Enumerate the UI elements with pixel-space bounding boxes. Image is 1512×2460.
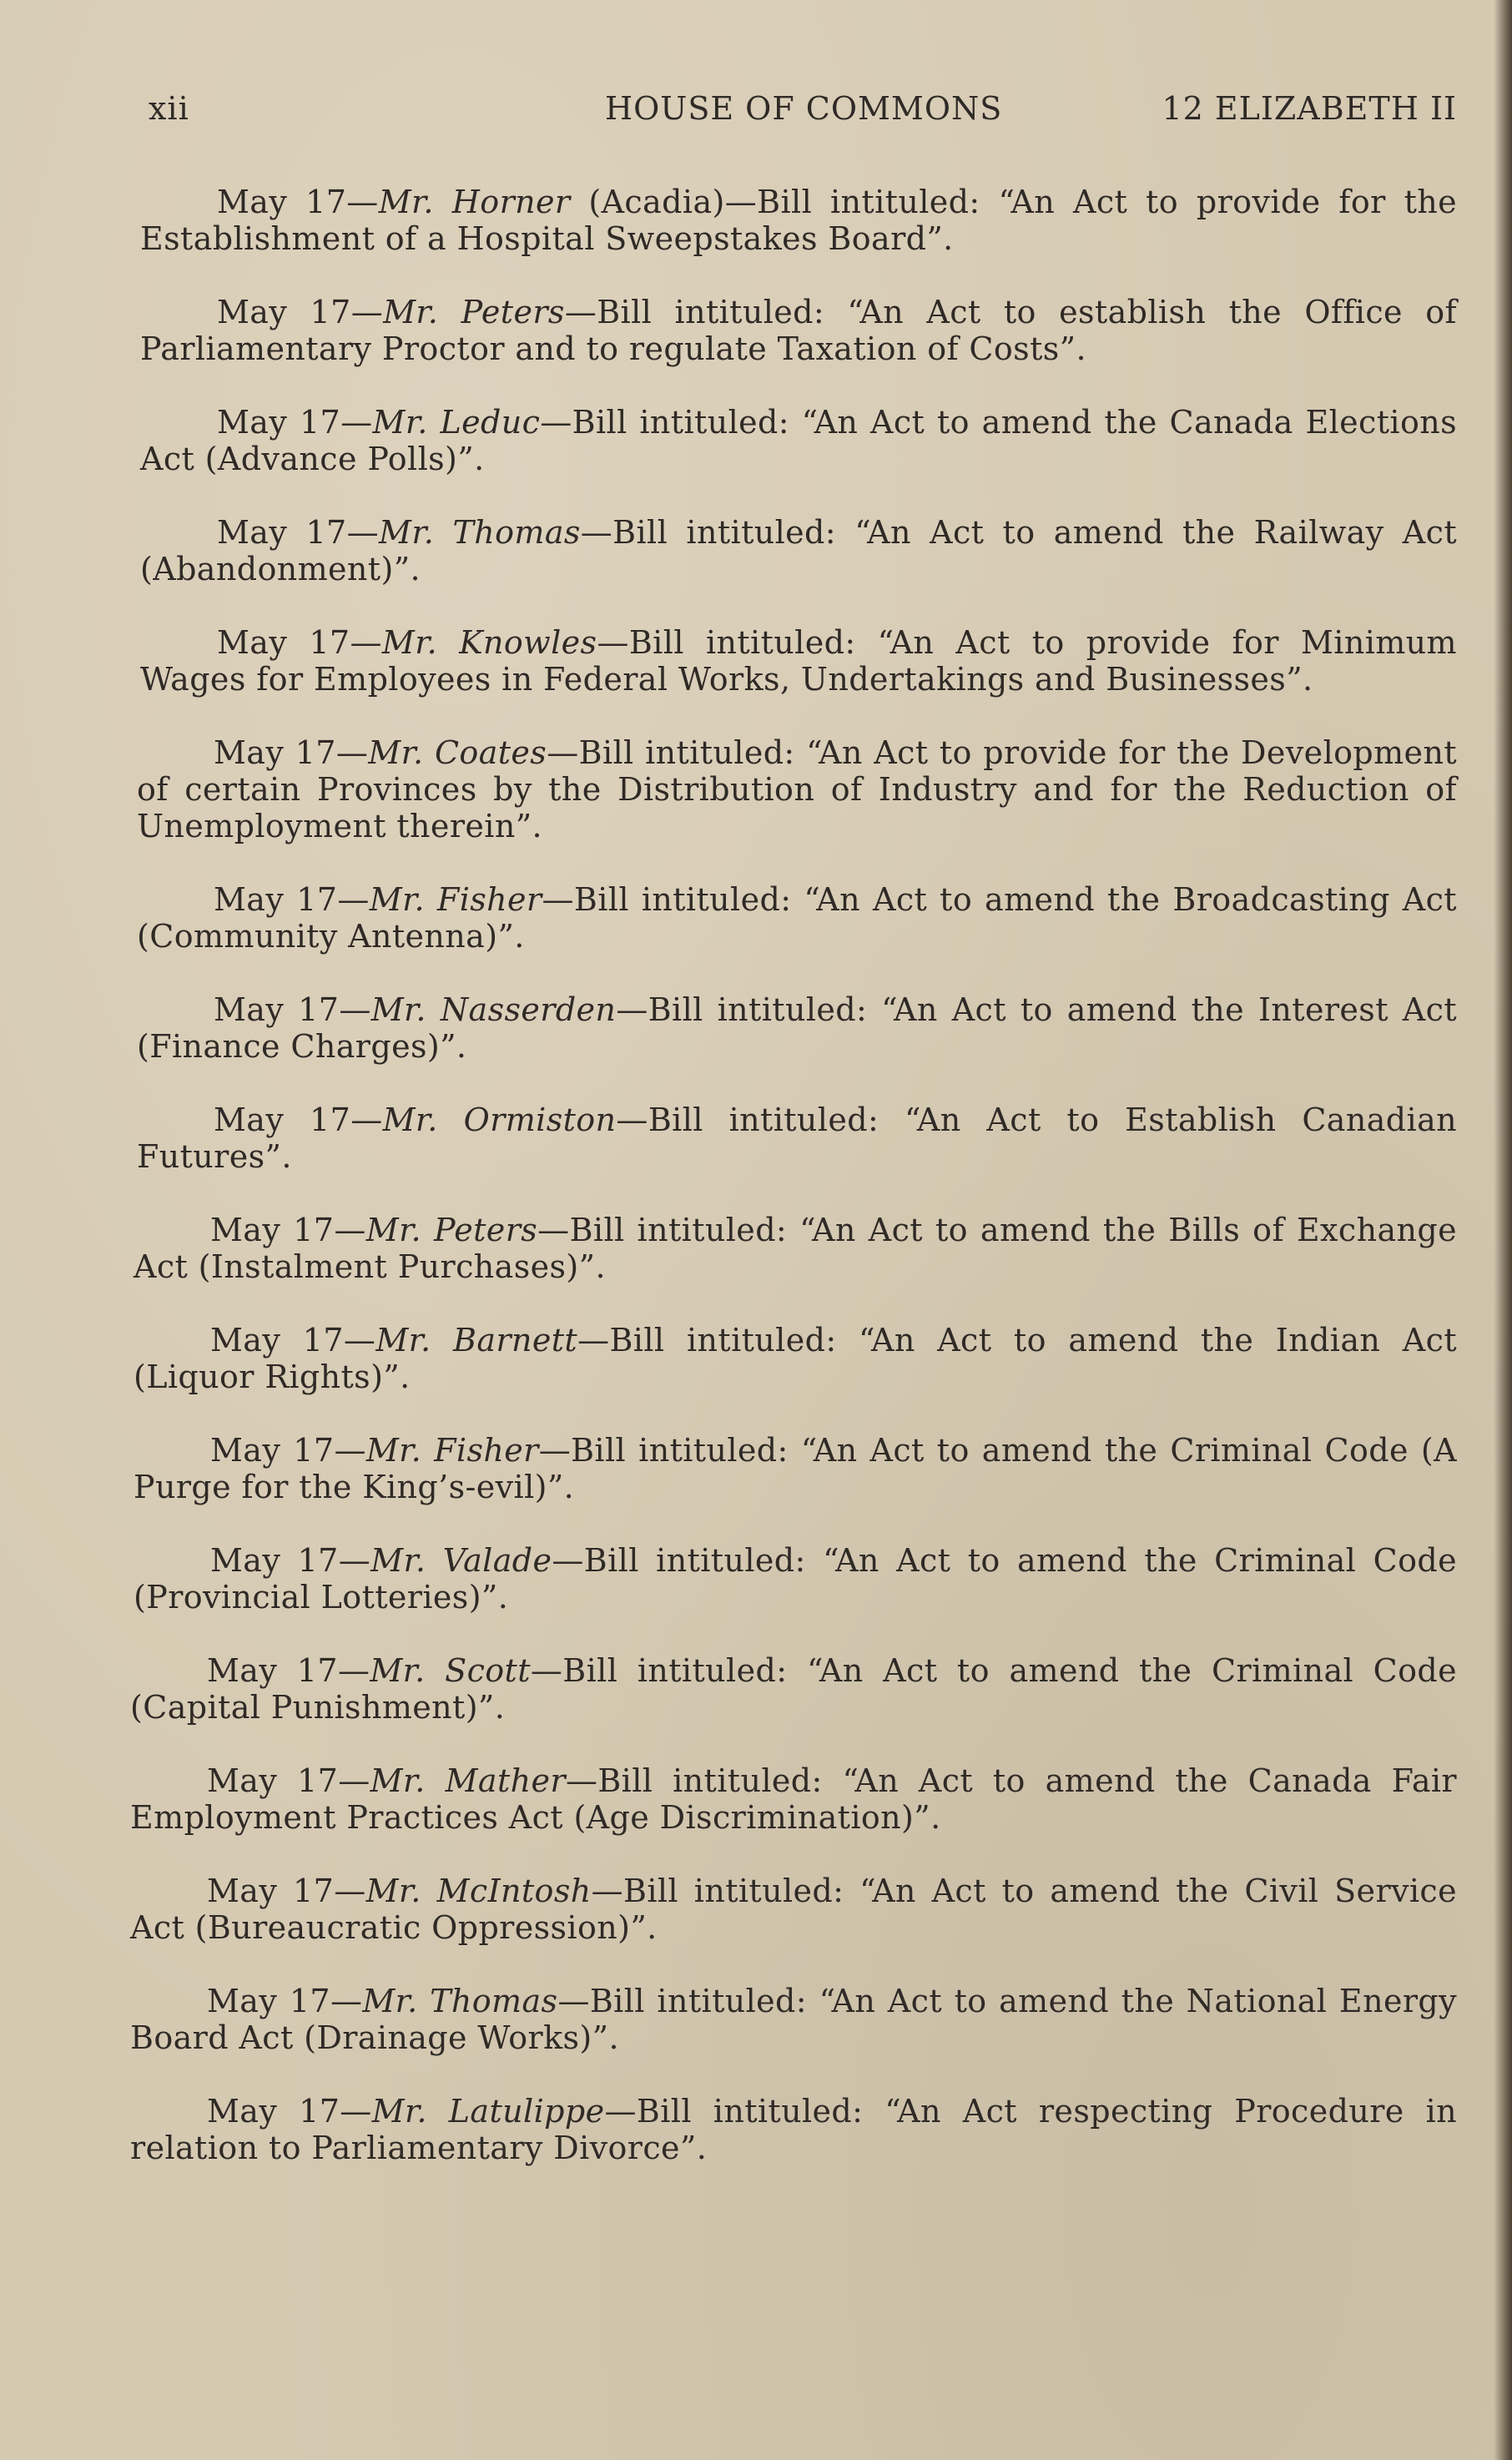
- entry-text: —Bill intituled: “An Act to amend the Bills of Exchange Act (Instalment Purchases)”.: [134, 1212, 1457, 1285]
- bill-entry: May 17—Mr. Valade—Bill intituled: “An Act to amend the Criminal Code (Provincial Lotteries)”.: [134, 1542, 1457, 1616]
- page-number: xii: [149, 90, 189, 127]
- bill-entry: May 17—Mr. Coates—Bill intituled: “An Act to provide for the Development of certain Provinces by the Distribution of Industry and for the Reduction of Unemployment therein”.: [137, 734, 1457, 844]
- entry-text: —Bill intituled: “An Act to amend the Indian Act (Liquor Rights)”.: [134, 1322, 1457, 1395]
- member-name: Barnett: [453, 1322, 578, 1359]
- member-name: Fisher: [434, 1432, 539, 1469]
- member-name: Peters: [433, 1212, 538, 1248]
- entry-date: May 17: [210, 1212, 335, 1248]
- entry-date: May 17: [217, 514, 347, 551]
- entry-text: —Bill intituled: “An Act to amend the Broadcasting Act (Community Antenna)”.: [137, 881, 1457, 955]
- member-name: Valade: [442, 1542, 552, 1579]
- entry-text: —Bill intituled: “An Act to amend the Canada Elections Act (Advance Polls)”.: [140, 404, 1457, 477]
- bill-entry: May 17—Mr. Peters—Bill intituled: “An Act to establish the Office of Parliamentary Proctor and to regulate Taxation of Costs”.: [140, 294, 1457, 367]
- member-name: Horner: [451, 184, 571, 220]
- bill-entry: May 17—Mr. Leduc—Bill intituled: “An Act to amend the Canada Elections Act (Advance Polls)”.: [140, 404, 1457, 477]
- member-name: Knowles: [459, 624, 597, 661]
- entry-title: Mr.: [372, 404, 428, 441]
- entry-title: Mr.: [383, 294, 439, 330]
- entry-title: Mr.: [379, 514, 435, 551]
- entry-title: Mr.: [365, 1432, 422, 1469]
- member-name: Ormiston: [463, 1101, 617, 1138]
- running-title: HOUSE OF COMMONS: [605, 90, 1003, 127]
- entry-text: —Bill intituled: “An Act to amend the National Energy Board Act (Drainage Works)”.: [130, 1983, 1457, 2056]
- entry-title: Mr.: [370, 1652, 426, 1689]
- entry-title: Mr.: [369, 881, 425, 918]
- entry-date: May 17: [207, 1762, 339, 1799]
- session-label: 12 ELIZABETH II: [1162, 90, 1457, 127]
- page-header: [149, 90, 1457, 130]
- entry-title: Mr.: [365, 1212, 421, 1248]
- entry-date: May 17: [214, 734, 336, 771]
- entry-title: Mr.: [368, 734, 424, 771]
- member-name: Leduc: [440, 404, 541, 441]
- entry-text: —Bill intituled: “An Act respecting Procedure in relation to Parliamentary Divorce”.: [130, 2093, 1458, 2166]
- entry-date: May 17: [217, 404, 341, 441]
- entry-date: May 17: [214, 991, 340, 1028]
- member-name: Peters: [461, 294, 565, 330]
- bill-entry: May 17—Mr. Nasserden—Bill intituled: “An Act to amend the Interest Act (Finance Charges)”.: [137, 991, 1457, 1065]
- member-name: Nasserden: [440, 991, 617, 1028]
- member-name: Thomas: [430, 1983, 558, 2019]
- bill-entry: May 17—Mr. Peters—Bill intituled: “An Act to amend the Bills of Exchange Act (Instalment Purchases)”.: [134, 1212, 1457, 1285]
- member-name: Mather: [445, 1762, 566, 1799]
- entry-date: May 17: [214, 1101, 351, 1138]
- bill-entries: [130, 184, 1458, 2203]
- bill-entry: May 17—Mr. Ormiston—Bill intituled: “An Act to Establish Canadian Futures”.: [137, 1101, 1457, 1175]
- entry-date: May 17: [210, 1322, 344, 1359]
- bill-entry: May 17—Mr. Latulippe—Bill intituled: “An Act respecting Procedure in relation to Parliamentary Divorce”.: [130, 2093, 1458, 2166]
- bill-entry: May 17—Mr. Horner (Acadia)—Bill intituled: “An Act to provide for the Establishment of a Hospital Sweepstakes Board”.: [140, 184, 1457, 257]
- entry-title: Mr.: [370, 1542, 426, 1579]
- entry-text: —Bill intituled: “An Act to provide for the Development of certain Provinces by the Distribution of Industry and for the Reduction of Unemployment therein”.: [137, 734, 1457, 844]
- entry-title: Mr.: [365, 1873, 421, 1909]
- member-name: Latulippe: [448, 2093, 605, 2130]
- entry-date: May 17: [217, 624, 350, 661]
- entry-text: —Bill intituled: “An Act to provide for Minimum Wages for Employees in Federal Works, Undertakings and Businesses”.: [140, 624, 1457, 698]
- member-name: Scott: [445, 1652, 531, 1689]
- entry-date: May 17: [214, 881, 338, 918]
- entry-title: Mr.: [382, 1101, 438, 1138]
- entry-text: —Bill intituled: “An Act to amend the Interest Act (Finance Charges)”.: [137, 991, 1457, 1065]
- member-name: Thomas: [452, 514, 581, 551]
- bill-entry: May 17—Mr. Scott—Bill intituled: “An Act to amend the Criminal Code (Capital Punishment)”.: [130, 1652, 1457, 1726]
- entry-title: Mr.: [362, 1983, 418, 2019]
- entry-title: Mr.: [370, 1762, 426, 1799]
- entry-date: May 17: [210, 1432, 335, 1469]
- member-name: Fisher: [436, 881, 542, 918]
- bill-entry: May 17—Mr. Barnett—Bill intituled: “An Act to amend the Indian Act (Liquor Rights)”.: [134, 1322, 1457, 1395]
- entry-title: Mr.: [371, 2093, 427, 2130]
- entry-title: Mr.: [378, 184, 434, 220]
- entry-date: May 17: [217, 184, 347, 220]
- entry-date: May 17: [210, 1542, 339, 1579]
- bill-entry: May 17—Mr. Knowles—Bill intituled: “An Act to provide for Minimum Wages for Employees in Federal Works, Undertakings and Businesses”.: [140, 624, 1457, 698]
- bill-entry: May 17—Mr. Thomas—Bill intituled: “An Act to amend the National Energy Board Act (Drainage Works)”.: [130, 1983, 1457, 2056]
- bill-entry: May 17—Mr. Fisher—Bill intituled: “An Act to amend the Broadcasting Act (Community Antenna)”.: [137, 881, 1457, 955]
- entry-text: —Bill intituled: “An Act to amend the Civil Service Act (Bureaucratic Oppression)”.: [130, 1873, 1458, 1946]
- bill-entry: May 17—Mr. Thomas—Bill intituled: “An Act to amend the Railway Act (Abandonment)”.: [140, 514, 1457, 587]
- entry-title: Mr.: [381, 624, 438, 661]
- entry-date: May 17: [207, 1873, 335, 1909]
- entry-text: —Bill intituled: “An Act to establish the Office of Parliamentary Proctor and to regulate Taxation of Costs”.: [140, 294, 1457, 367]
- page-edge-shadow: [1494, 0, 1512, 2460]
- entry-text: —Bill intituled: “An Act to amend the Railway Act (Abandonment)”.: [140, 514, 1457, 587]
- entry-text: —Bill intituled: “An Act to Establish Canadian Futures”.: [137, 1101, 1457, 1175]
- entry-date: May 17: [217, 294, 351, 330]
- member-name: Coates: [434, 734, 547, 771]
- bill-entry: May 17—Mr. Fisher—Bill intituled: “An Act to amend the Criminal Code (A Purge for the King’s-evil)”.: [134, 1432, 1457, 1505]
- entry-text: —Bill intituled: “An Act to amend the Criminal Code (A Purge for the King’s-evil)”.: [134, 1432, 1457, 1505]
- entry-title: Mr.: [375, 1322, 431, 1359]
- bill-entry: May 17—Mr. Mather—Bill intituled: “An Act to amend the Canada Fair Employment Practices Act (Age Discrimination)”.: [130, 1762, 1457, 1836]
- entry-text: —Bill intituled: “An Act to amend the Criminal Code (Capital Punishment)”.: [130, 1652, 1457, 1726]
- entry-date: May 17: [207, 2093, 340, 2130]
- member-name: McIntosh: [436, 1873, 592, 1909]
- entry-text: —Bill intituled: “An Act to amend the Criminal Code (Provincial Lotteries)”.: [134, 1542, 1457, 1616]
- entry-text: (Acadia)—Bill intituled: “An Act to provide for the Establishment of a Hospital Sweepstakes Board”.: [140, 184, 1457, 257]
- entry-date: May 17: [207, 1652, 338, 1689]
- bill-entry: May 17—Mr. McIntosh—Bill intituled: “An Act to amend the Civil Service Act (Bureaucratic Oppression)”.: [130, 1873, 1458, 1946]
- entry-title: Mr.: [370, 991, 426, 1028]
- entry-date: May 17: [207, 1983, 330, 2019]
- entry-text: —Bill intituled: “An Act to amend the Canada Fair Employment Practices Act (Age Discrimination)”.: [130, 1762, 1457, 1836]
